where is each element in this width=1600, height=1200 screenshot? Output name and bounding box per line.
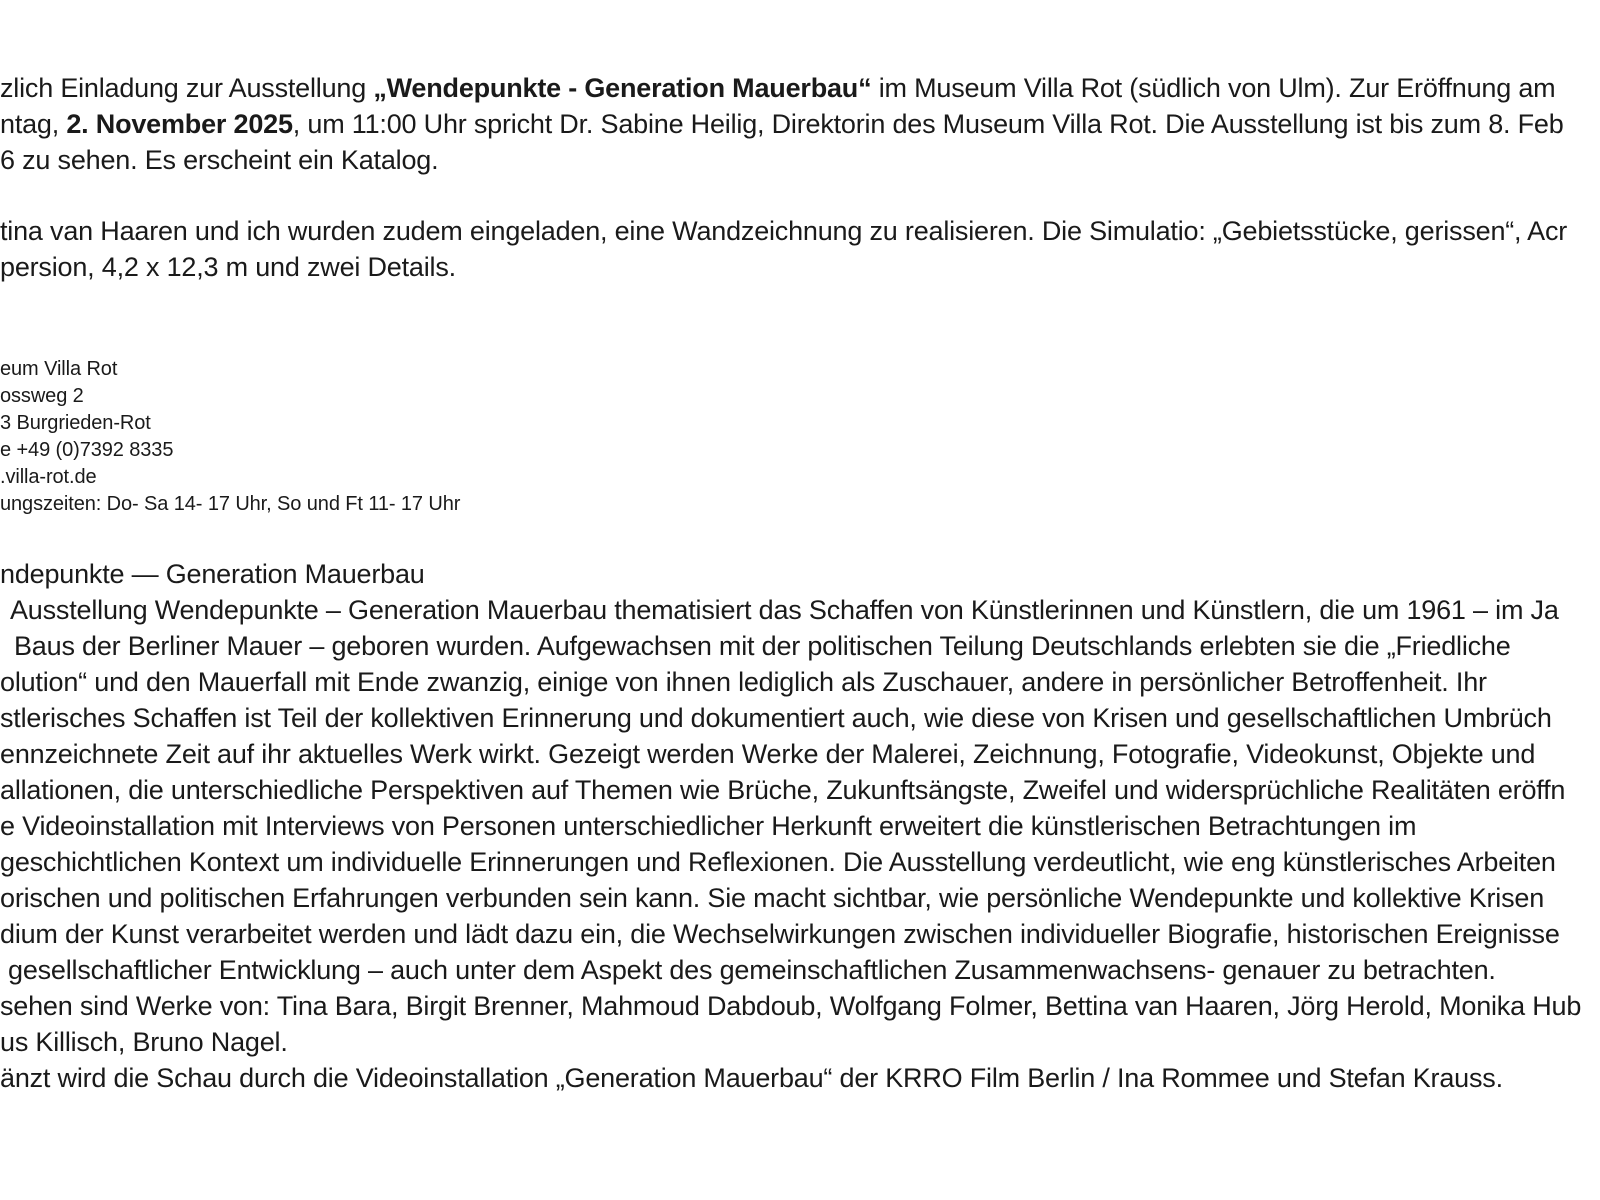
museum-opening-hours: ungszeiten: Do- Sa 14- 17 Uhr, So und Ft 11- 17 Uhr (0, 493, 461, 515)
body-line: ennzeichnete Zeit auf ihr aktuelles Werk wirkt. Gezeigt werden Werke der Malerei, Zeichnung, Fotografie, Videokunst, Objekte und (0, 739, 1536, 769)
body-line: olution“ und den Mauerfall mit Ende zwanzig, einige von ihnen lediglich als Zuschauer, andere in persönlicher Betroffenheit. Ihr (0, 667, 1487, 697)
body-line: sehen sind Werke von: Tina Bara, Birgit Brenner, Mahmoud Dabdoub, Wolfgang Folmer, Bettina van Haaren, Jörg Herold, Monika Hub (0, 991, 1582, 1021)
body-line: gesellschaftlicher Entwicklung – auch unter dem Aspekt des gemeinschaftlichen Zusammenwachsens- genauer zu betrachten. (8, 955, 1496, 985)
intro-line2-post: , um 11:00 Uhr spricht Dr. Sabine Heilig, Direktorin des Museum Villa Rot. Die Ausstellung ist bis zum 8. Feb (292, 109, 1564, 139)
text-line (0, 106, 1600, 142)
museum-phone: e +49 (0)7392 8335 (0, 439, 174, 461)
museum-name: eum Villa Rot (0, 358, 118, 380)
text-line (0, 70, 1600, 106)
wall-drawing-paragraph (0, 213, 1600, 285)
body-line: us Killisch, Bruno Nagel. (0, 1027, 288, 1057)
museum-address-block (0, 356, 1600, 518)
body-line: Baus der Berliner Mauer – geboren wurden. Aufgewachsen mit der politischen Teilung Deutschlands erlebten sie die „Friedliche (14, 631, 1511, 661)
body-line: änzt wird die Schau durch die Videoinstallation „Generation Mauerbau“ der KRRO Film Berlin / Ina Rommee und Stefan Krauss. (0, 1063, 1503, 1093)
body-line: dium der Kunst verarbeitet werden und lädt dazu ein, die Wechselwirkungen zwischen individueller Biografie, historischen Ereignisse (0, 919, 1560, 949)
intro-line1-post: im Museum Villa Rot (südlich von Ulm). Zur Eröffnung am (871, 73, 1556, 103)
text-line: persion, 4,2 x 12,3 m und zwei Details. (0, 252, 456, 282)
museum-city: 3 Burgrieden-Rot (0, 412, 151, 434)
body-line: geschichtlichen Kontext um individuelle Erinnerungen und Reflexionen. Die Ausstellung verdeutlicht, wie eng künstlerisches Arbeiten (0, 847, 1556, 877)
museum-street: ossweg 2 (0, 385, 84, 407)
body-line: orischen und politischen Erfahrungen verbunden sein kann. Sie macht sichtbar, wie persönliche Wendepunkte und kollektive Krisen (0, 883, 1545, 913)
heading-text: ndepunkte — Generation Mauerbau (0, 559, 425, 589)
body-line: allationen, die unterschiedliche Perspektiven auf Themen wie Brüche, Zukunftsängste, Zweifel und widersprüchliche Realitäten eröffn (0, 775, 1566, 805)
intro-paragraph (0, 70, 1600, 178)
body-line: stlerisches Schaffen ist Teil der kollektiven Erinnerung und dokumentiert auch, wie diese von Krisen und gesellschaftlichen Umbrüch (0, 703, 1552, 733)
exhibition-title-bold: „Wendepunkte - Generation Mauerbau“ (373, 73, 872, 103)
exhibition-heading (0, 556, 1600, 592)
exhibition-description (0, 592, 1600, 1096)
intro-line1-pre: zlich Einladung zur Ausstellung (0, 73, 374, 103)
body-line: Ausstellung Wendepunkte – Generation Mauerbau thematisiert das Schaffen von Künstlerinnen und Künstlern, die um 1961 – im Ja (10, 595, 1559, 625)
text-line: tina van Haaren und ich wurden zudem eingeladen, eine Wandzeichnung zu realisieren. Die Simulatio: „Gebietsstücke, gerissen“, Acr (0, 216, 1568, 246)
text-line: 6 zu sehen. Es erscheint ein Katalog. (0, 145, 439, 175)
intro-line2-pre: ntag, (0, 109, 67, 139)
body-line: e Videoinstallation mit Interviews von Personen unterschiedlicher Herkunft erweitert die künstlerischen Betrachtungen im (0, 811, 1417, 841)
opening-date-bold: 2. November 2025 (66, 109, 293, 139)
museum-website: .villa-rot.de (0, 466, 97, 488)
